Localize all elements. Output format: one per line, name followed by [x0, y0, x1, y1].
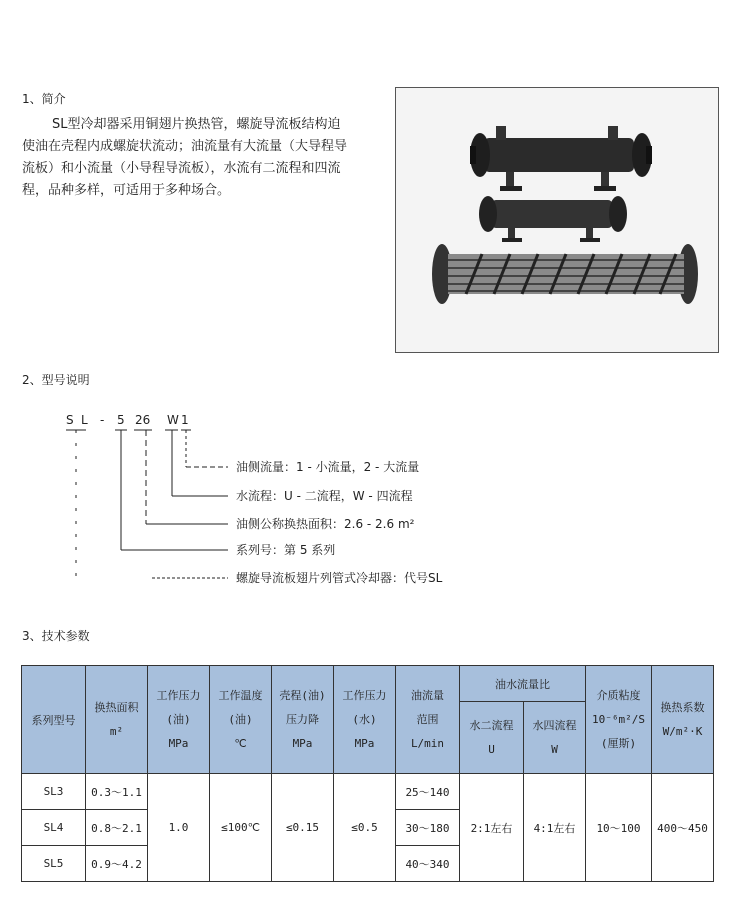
model-code — [66, 413, 189, 427]
cell-area: 0.8～2.1 — [86, 810, 148, 846]
header-shell-dp: 壳程(油) 压力降 MPa — [272, 666, 334, 774]
header-coef: 换热系数 W/m²·K — [652, 666, 714, 774]
cell-area: 0.3～1.1 — [86, 774, 148, 810]
header-visc: 介质粘度 10⁻⁶m²/S (厘斯) — [586, 666, 652, 774]
code-area: 26 — [135, 413, 151, 427]
label-area: 油侧公称换热面积：2.6 - 2.6 m² — [236, 517, 415, 531]
code-dash: - — [100, 413, 105, 427]
header-wp-water: 工作压力 (水) MPa — [334, 666, 396, 774]
header-ratio: 油水流量比 — [460, 666, 586, 702]
params-title: 3、技术参数 — [22, 629, 90, 643]
cooler-large — [470, 126, 652, 191]
label-water-pass: 水流程：U - 二流程，W - 四流程 — [236, 489, 413, 503]
code-oil-flow: 1 — [181, 413, 189, 427]
table-row — [22, 774, 714, 810]
cell-temp: ≤100℃ — [210, 774, 272, 882]
cell-shell-dp: ≤0.15 — [272, 774, 334, 882]
cooler-small — [479, 196, 627, 242]
code-series: 5 — [117, 413, 125, 427]
cell-flow: 30～180 — [396, 810, 460, 846]
label-sl-code: 螺旋导流板翅片列管式冷却器：代号SL — [236, 571, 443, 585]
cell-ratio-u: 2:1左右 — [460, 774, 524, 882]
cell-flow: 40～340 — [396, 846, 460, 882]
header-temp: 工作温度 (油) ℃ — [210, 666, 272, 774]
cell-model: SL3 — [22, 774, 86, 810]
tube-bundle — [432, 244, 698, 304]
intro-text — [22, 114, 347, 202]
label-series: 系列号：第 5 系列 — [236, 543, 336, 557]
model-lines — [66, 430, 228, 578]
cell-flow: 25～140 — [396, 774, 460, 810]
header-wp-oil: 工作压力 (油) MPa — [148, 666, 210, 774]
cell-area: 0.9～4.2 — [86, 846, 148, 882]
code-letter-l: L — [81, 413, 88, 427]
model-code-diagram — [0, 400, 753, 590]
cell-wp-oil: 1.0 — [148, 774, 210, 882]
header-flow: 油流量 范围 L/min — [396, 666, 460, 774]
label-oil-flow: 油侧流量：1 - 小流量，2 - 大流量 — [236, 460, 420, 474]
header-area: 换热面积 m² — [86, 666, 148, 774]
cell-model: SL4 — [22, 810, 86, 846]
oil-cooler-photo — [395, 87, 719, 353]
code-water-pass: W — [167, 413, 179, 427]
header-ratio-w: 水四流程 W — [524, 702, 586, 774]
header-model: 系列型号 — [22, 666, 86, 774]
intro-paragraph: SL型冷却器采用铜翅片换热管，螺旋导流板结构迫使油在壳程内成螺旋状流动；油流量有大流量（大导程导流板）和小流量（小导程导流板），水流有二流程和四流程，品种多样，可适用于多种场合。 — [22, 117, 348, 198]
cell-ratio-w: 4:1左右 — [524, 774, 586, 882]
cell-model: SL5 — [22, 846, 86, 882]
cell-coef: 400～450 — [652, 774, 714, 882]
model-title: 2、型号说明 — [22, 373, 90, 387]
header-ratio-u: 水二流程 U — [460, 702, 524, 774]
params-table — [21, 665, 714, 882]
intro-title: 1、简介 — [22, 92, 66, 106]
code-letter-s: S — [66, 413, 74, 427]
oil-cooler-illustration — [396, 88, 718, 352]
cell-visc: 10～100 — [586, 774, 652, 882]
cell-wp-water: ≤0.5 — [334, 774, 396, 882]
